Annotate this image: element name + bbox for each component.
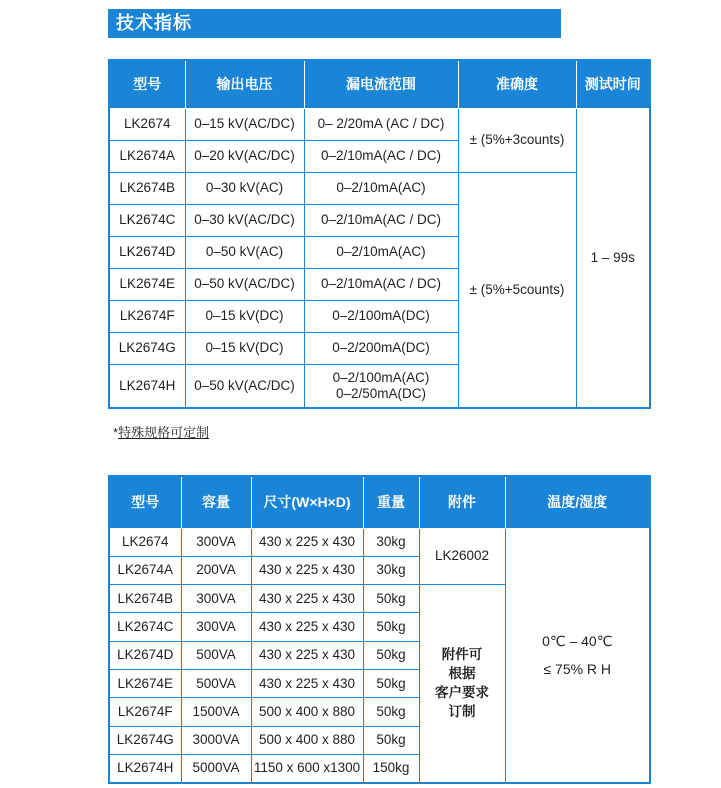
model-cell: LK2674C — [109, 204, 185, 236]
voltage-cell: 0–30 kV(AC/DC) — [185, 204, 304, 236]
accessory-line-4: 订制 — [448, 704, 476, 720]
voltage-cell: 0–15 kV(DC) — [185, 332, 304, 364]
header-accessory: 附件 — [419, 476, 505, 528]
accessory-cell-2 — [419, 585, 505, 783]
weight-cell: 50kg — [363, 669, 419, 697]
spec-table — [108, 59, 651, 409]
header-test-time: 测试时间 — [576, 60, 650, 108]
test-time-cell: 1 – 99s — [576, 108, 650, 408]
model-cell: LK2674A — [109, 140, 185, 172]
header-size: 尺寸(W×H×D) — [251, 476, 363, 528]
model-cell: LK2674A — [109, 556, 181, 584]
accessory-line-2: 根据 — [448, 666, 476, 682]
section-title: 技术指标 — [108, 9, 561, 38]
weight-cell: 50kg — [363, 585, 419, 613]
header-model: 型号 — [109, 476, 181, 528]
voltage-cell: 0–15 kV(AC/DC) — [185, 108, 304, 140]
voltage-cell: 0–50 kV(AC) — [185, 236, 304, 268]
current-cell: 0–2/10mA(AC) — [304, 172, 458, 204]
model-cell: LK2674 — [109, 108, 185, 140]
current-cell: 0–2/10mA(AC) — [304, 236, 458, 268]
header-model: 型号 — [109, 60, 185, 108]
header-capacity: 容量 — [181, 476, 251, 528]
weight-cell: 30kg — [363, 528, 419, 556]
size-cell: 430 x 225 x 430 — [251, 528, 363, 556]
voltage-cell: 0–30 kV(AC) — [185, 172, 304, 204]
capacity-cell: 300VA — [181, 528, 251, 556]
note-text: 特殊规格可定制 — [118, 425, 210, 440]
size-cell: 500 x 400 x 880 — [251, 698, 363, 726]
model-cell: LK2674H — [109, 364, 185, 408]
power-header-row — [109, 476, 650, 528]
capacity-cell: 300VA — [181, 613, 251, 641]
model-cell: LK2674E — [109, 669, 181, 697]
env-humidity: ≤ 75% R H — [543, 661, 612, 678]
capacity-cell: 200VA — [181, 556, 251, 584]
accuracy-cell-2: ± (5%+5counts) — [458, 172, 576, 408]
header-current: 漏电流范围 — [304, 60, 458, 108]
current-cell: 0–2/10mA(AC / DC) — [304, 140, 458, 172]
power-table — [108, 475, 651, 784]
size-cell: 430 x 225 x 430 — [251, 669, 363, 697]
current-cell: 0–2/200mA(DC) — [304, 332, 458, 364]
header-voltage: 输出电压 — [185, 60, 304, 108]
model-cell: LK2674G — [109, 726, 181, 754]
model-cell: LK2674C — [109, 613, 181, 641]
current-line-2: 0–2/50mA(DC) — [335, 385, 427, 401]
accessory-line-3: 客户要求 — [435, 685, 489, 701]
accessory-cell-1: LK26002 — [419, 528, 505, 585]
table-row — [109, 172, 650, 204]
current-line-1: 0–2/100mA(AC) — [332, 369, 430, 385]
current-cell: 0– 2/20mA (AC / DC) — [304, 108, 458, 140]
size-cell: 1150 x 600 x1300 — [251, 754, 363, 782]
header-accuracy: 准确度 — [458, 60, 576, 108]
header-weight: 重量 — [363, 476, 419, 528]
current-cell: 0–2/100mA(DC) — [304, 300, 458, 332]
capacity-cell: 5000VA — [181, 754, 251, 782]
capacity-cell: 500VA — [181, 669, 251, 697]
weight-cell: 50kg — [363, 726, 419, 754]
model-cell: LK2674E — [109, 268, 185, 300]
accessory-line-1: 附件可 — [441, 647, 483, 663]
current-cell: 0–2/10mA(AC / DC) — [304, 268, 458, 300]
spec-header-row — [109, 60, 650, 108]
voltage-cell: 0–20 kV(AC/DC) — [185, 140, 304, 172]
weight-cell: 150kg — [363, 754, 419, 782]
environment-cell — [505, 528, 650, 783]
model-cell: LK2674H — [109, 754, 181, 782]
weight-cell: 50kg — [363, 698, 419, 726]
capacity-cell: 300VA — [181, 585, 251, 613]
model-cell: LK2674D — [109, 236, 185, 268]
capacity-cell: 500VA — [181, 641, 251, 669]
env-temp: 0℃ – 40℃ — [542, 633, 613, 650]
weight-cell: 30kg — [363, 556, 419, 584]
capacity-cell: 3000VA — [181, 726, 251, 754]
weight-cell: 50kg — [363, 613, 419, 641]
model-cell: LK2674B — [109, 585, 181, 613]
model-cell: LK2674F — [109, 300, 185, 332]
size-cell: 430 x 225 x 430 — [251, 641, 363, 669]
current-cell: 0–2/10mA(AC / DC) — [304, 204, 458, 236]
weight-cell: 50kg — [363, 641, 419, 669]
size-cell: 430 x 225 x 430 — [251, 556, 363, 584]
table-row — [109, 528, 650, 556]
custom-spec-note — [113, 422, 209, 441]
model-cell: LK2674 — [109, 528, 181, 556]
note-prefix: * — [113, 425, 119, 440]
accuracy-cell-1: ± (5%+3counts) — [458, 108, 576, 172]
size-cell: 500 x 400 x 880 — [251, 726, 363, 754]
voltage-cell: 0–50 kV(AC/DC) — [185, 268, 304, 300]
model-cell: LK2674D — [109, 641, 181, 669]
size-cell: 430 x 225 x 430 — [251, 613, 363, 641]
current-cell — [304, 364, 458, 408]
model-cell: LK2674B — [109, 172, 185, 204]
table-row — [109, 108, 650, 140]
size-cell: 430 x 225 x 430 — [251, 585, 363, 613]
voltage-cell: 0–15 kV(DC) — [185, 300, 304, 332]
header-environment: 温度/湿度 — [505, 476, 650, 528]
model-cell: LK2674G — [109, 332, 185, 364]
model-cell: LK2674F — [109, 698, 181, 726]
voltage-cell: 0–50 kV(AC/DC) — [185, 364, 304, 408]
capacity-cell: 1500VA — [181, 698, 251, 726]
